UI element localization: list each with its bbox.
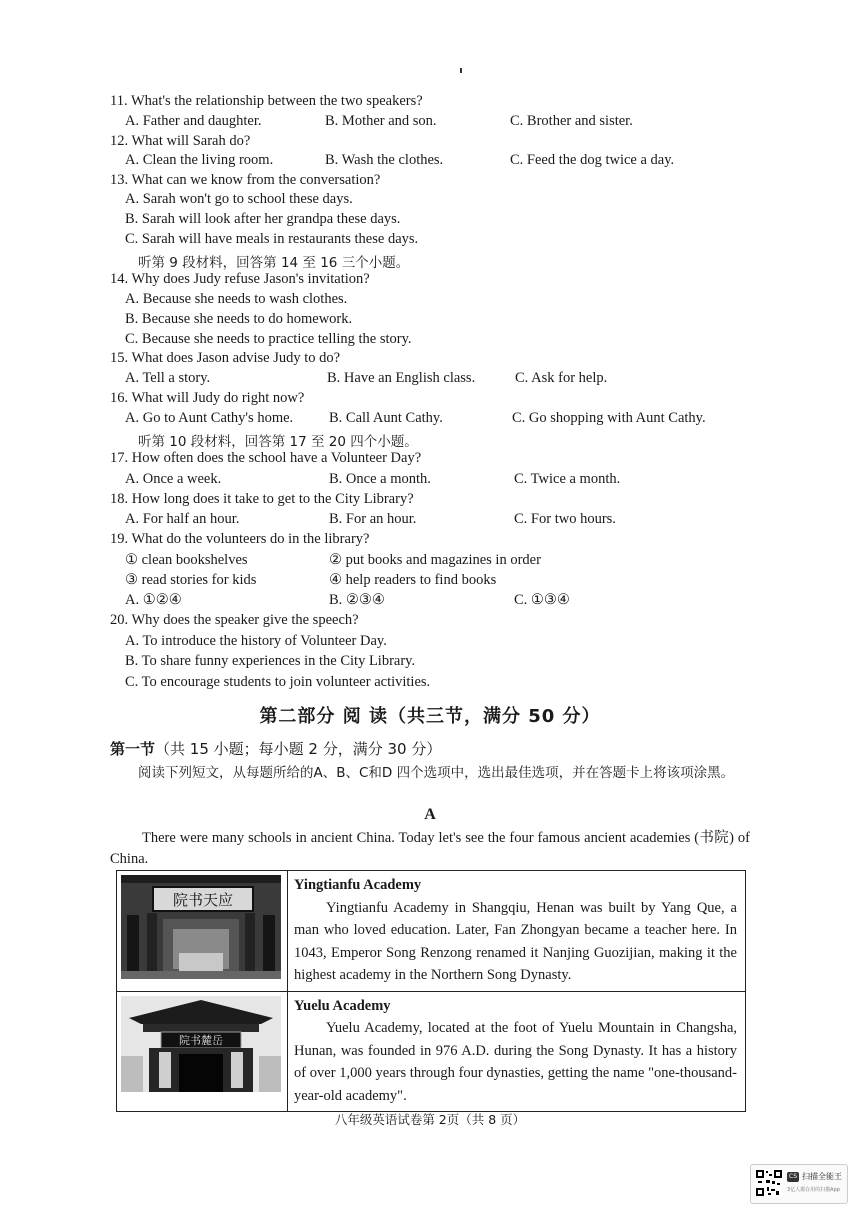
q11-option-b: B. Mother and son. [325, 113, 437, 129]
q19-item-2: ② put books and magazines in order [329, 552, 541, 568]
section-title-detail: （共 15 小题；每小题 2 分，满分 30 分） [155, 740, 442, 758]
q11-option-c: C. Brother and sister. [510, 113, 633, 129]
listen-note-10: 听第 10 段材料，回答第 17 至 20 四个小题。 [138, 434, 418, 450]
q16-option-b: B. Call Aunt Cathy. [329, 410, 443, 426]
q19-option-a: A. ①②④ [125, 592, 182, 608]
q20-option-c: C. To encourage students to join volunteer activities. [125, 674, 431, 690]
q12-option-c: C. Feed the dog twice a day. [510, 152, 675, 168]
q11-option-a: A. Father and daughter. [125, 113, 262, 129]
q15-option-c: C. Ask for help. [515, 370, 608, 386]
q13-option-b: B. Sarah will look after her grandpa these days. [125, 211, 401, 227]
listen-note-9: 听第 9 段材料，回答第 14 至 16 三个小题。 [138, 255, 410, 271]
question-15: 15. What does Jason advise Judy to do? [110, 350, 341, 366]
q20-option-b: B. To share funny experiences in the City Library. [125, 653, 416, 669]
q17-option-b: B. Once a month. [329, 471, 431, 487]
q14-option-c: C. Because she needs to practice telling the story. [125, 331, 412, 347]
q12-option-a: A. Clean the living room. [125, 152, 274, 168]
q18-option-b: B. For an hour. [329, 511, 417, 527]
q14-option-b: B. Because she needs to do homework. [125, 311, 353, 327]
q18-option-a: A. For half an hour. [125, 511, 240, 527]
q14-option-a: A. Because she needs to wash clothes. [125, 291, 348, 307]
q18-option-c: C. For two hours. [514, 511, 616, 527]
q19-option-c: C. ①③④ [514, 592, 570, 608]
academy-name: Yuelu Academy [294, 997, 391, 1014]
q15-option-a: A. Tell a story. [125, 370, 211, 386]
q16-option-a: A. Go to Aunt Cathy's home. [125, 410, 294, 426]
q12-option-b: B. Wash the clothes. [325, 152, 444, 168]
academy-photo-cell [117, 871, 288, 992]
question-17: 17. How often does the school have a Volunteer Day? [110, 450, 422, 466]
q13-option-c: C. Sarah will have meals in restaurants these days. [125, 231, 419, 247]
camscanner-logo-icon: CS [789, 1173, 797, 1180]
passage-letter: A [424, 806, 436, 823]
academy-photo-cell [117, 991, 288, 1112]
page-mark [460, 68, 462, 73]
question-19: 19. What do the volunteers do in the library? [110, 531, 370, 547]
q17-option-a: A. Once a week. [125, 471, 222, 487]
academy-row [117, 991, 746, 1112]
section-title-main: 第一节 [110, 740, 156, 758]
question-13: 13. What can we know from the conversation? [110, 172, 381, 188]
qr-code-icon [755, 1169, 783, 1197]
camscanner-name: 扫描全能王 [802, 1172, 842, 1181]
camscanner-slogan: 3亿人都在用的扫描App [787, 1187, 840, 1193]
page-footer: 八年级英语试卷第 2页（共 8 页） [334, 1112, 526, 1127]
question-12: 12. What will Sarah do? [110, 133, 251, 149]
question-16: 16. What will Judy do right now? [110, 390, 305, 406]
question-14: 14. Why does Judy refuse Jason's invitation? [110, 271, 370, 287]
question-18: 18. How long does it take to get to the City Library? [110, 491, 414, 507]
instruction: 阅读下列短文，从每题所给的A、B、C和D 四个选项中，选出最佳选项，并在答题卡上将该项涂黑。 [138, 765, 735, 781]
q19-option-b: B. ②③④ [329, 592, 385, 608]
yingtianfu-photo [121, 875, 281, 979]
part-title: 第二部分 阅 读（共三节，满分 50 分） [259, 706, 601, 727]
q19-item-3: ③ read stories for kids [125, 572, 257, 588]
academy-table [116, 870, 746, 1112]
camscanner-watermark [750, 1164, 848, 1204]
question-20: 20. Why does the speaker give the speech? [110, 612, 359, 628]
question-11: 11. What's the relationship between the two speakers? [110, 93, 423, 109]
academy-row [117, 871, 746, 992]
academy-name: Yingtianfu Academy [294, 877, 422, 893]
q13-option-a: A. Sarah won't go to school these days. [125, 191, 353, 207]
yuelu-plaque: 院书麓岳 [179, 1033, 223, 1047]
q19-item-4: ④ help readers to find books [329, 572, 497, 588]
academy-text-cell [288, 991, 746, 1112]
passage-intro: There were many schools in ancient China. Today let's see the four famous ancient academies (书院) of China. [110, 830, 750, 867]
section-title [110, 738, 441, 759]
yuelu-photo [121, 996, 281, 1092]
yingtianfu-plaque: 院书天应 [172, 891, 234, 909]
academy-text-cell [288, 871, 746, 992]
q20-option-a: A. To introduce the history of Volunteer Day. [125, 633, 387, 649]
q17-option-c: C. Twice a month. [514, 471, 621, 487]
academy-description: Yingtianfu Academy in Shangqiu, Henan was built by Yang Que, a man who loved education. Later, Fan Zhongyan became a teacher here. In 1043, Emperor Song Renzong renamed it Nanjing Guozijian, making it the highest academy in the Northern Song Dynasty. [294, 899, 737, 983]
academy-description: Yuelu Academy, located at the foot of Yuelu Mountain in Changsha, Hunan, was founded in 976 A.D. during the Song Dynasty. It has a history of over 1,000 years through four dynasties, getting the name "one-thousand-year-old academy". [294, 1020, 737, 1104]
q19-item-1: ① clean bookshelves [125, 552, 248, 568]
q15-option-b: B. Have an English class. [327, 370, 476, 386]
q16-option-c: C. Go shopping with Aunt Cathy. [512, 410, 706, 426]
